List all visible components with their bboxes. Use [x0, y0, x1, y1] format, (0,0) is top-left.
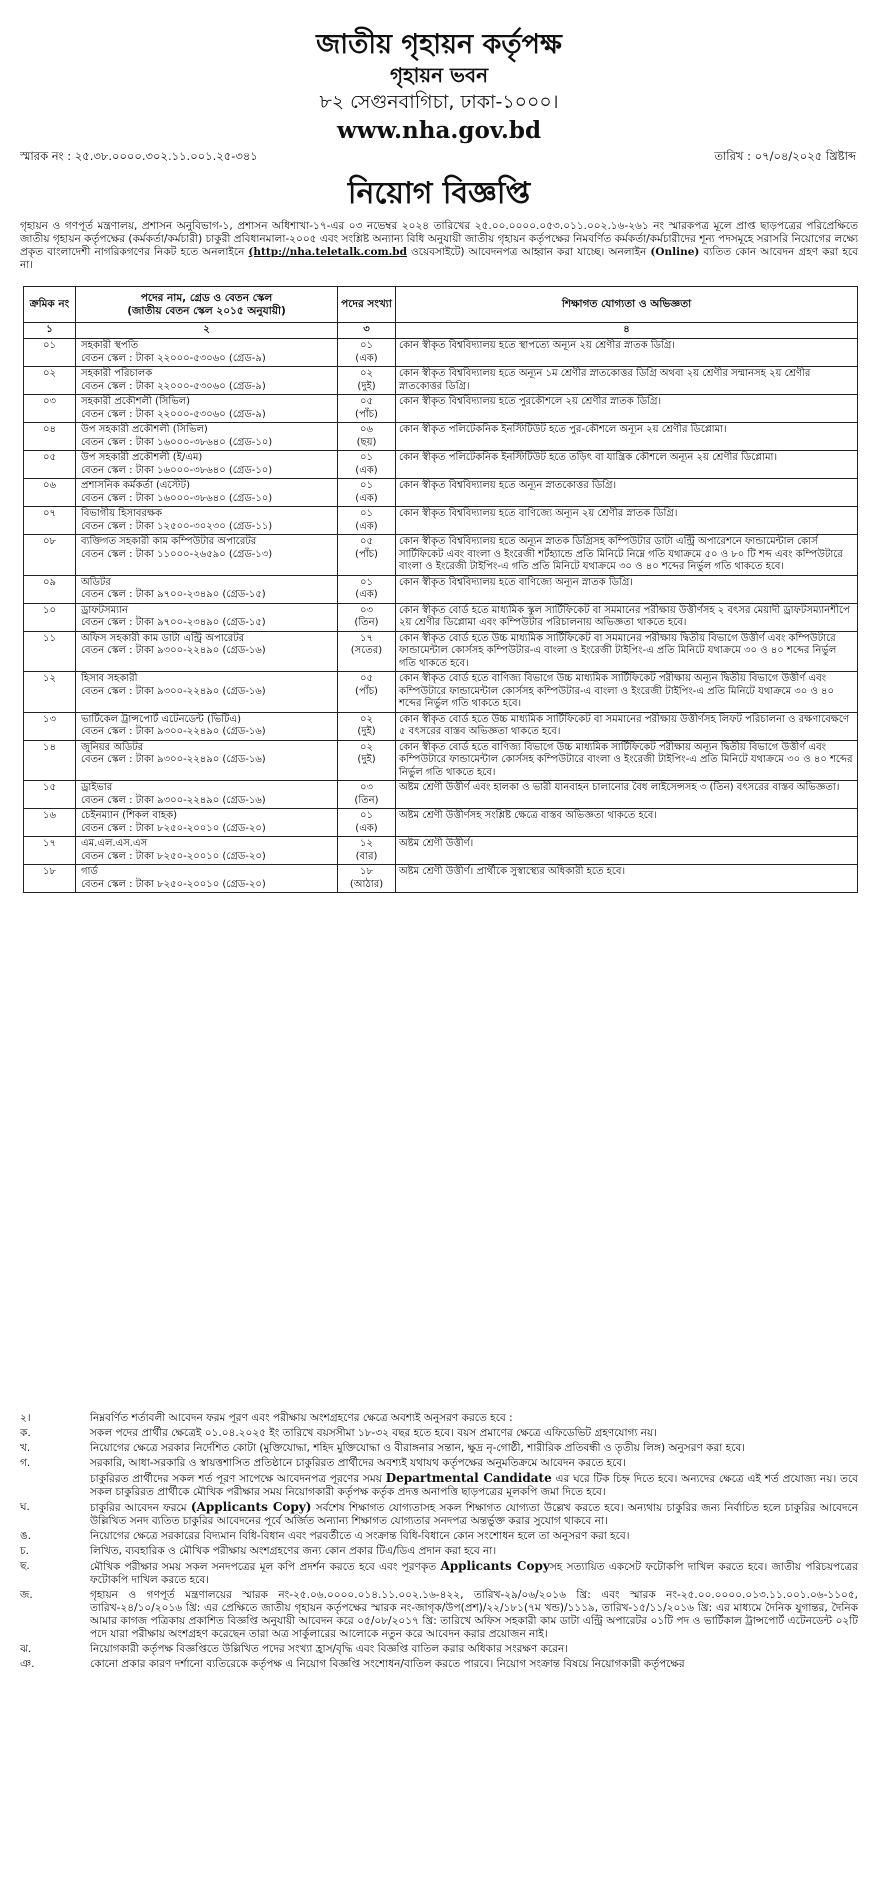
term-label: খ. [20, 1442, 31, 1454]
table-row [24, 423, 858, 451]
post-count-word: (তিন) [354, 617, 379, 628]
term-text [90, 1501, 858, 1528]
applicants-copy-label: Applicants Copy [440, 1559, 550, 1573]
row-serial: ০৩ [24, 395, 76, 423]
pay-scale: বেতন স্কেল : টাকা ৯৩০০-২২৪৯০ (গ্রেড-১৬) [81, 645, 266, 656]
row-post [76, 781, 338, 809]
terms-section [20, 1412, 858, 1673]
row-qualification: কোন স্বীকৃত বোর্ড হতে মাধ্যমিক স্কুল সার্টিফিকেট বা সমমানের পরীক্ষায় উত্তীর্ণসহ ২ বৎসর মেয়াদী ড্রাফটসম্যানশীপে ২য় শ্রেণীর ডিপ্লোমা এবং কম্পিউটার পরিচালনায় অভিজ্ঞতা থাকতে হবে। [396, 603, 858, 631]
post-name: হিসাব সহকারী [81, 673, 138, 684]
post-name: অডিটর [81, 576, 111, 588]
organization-name: জাতীয় গৃহায়ন কর্তৃপক্ষ [316, 29, 562, 60]
table-row [24, 575, 858, 603]
row-serial: ০১ [24, 339, 76, 367]
memo-ref: স্মারক নং : ২৫.৩৮.০০০০.৩০২.১১.০০১.২৫-৩৪১ [20, 149, 258, 163]
post-count-word: (তিন) [354, 794, 379, 806]
term-item [20, 1457, 858, 1470]
term-item [20, 1472, 858, 1499]
post-count-word: (এক) [355, 492, 378, 504]
post-count-word: (সতের) [350, 645, 383, 656]
row-count [338, 339, 396, 367]
row-post [76, 809, 338, 837]
notice-document [0, 0, 878, 272]
header-post-line1: পদের নাম, গ্রেড ও বেতন স্কেল [140, 292, 273, 304]
term-label: জ. [20, 1589, 33, 1601]
row-serial: ১৪ [24, 740, 76, 781]
term-text-part: চাকুরিরত প্রার্থীদের সকল শর্ত পূরণ সাপেক্ষে আবেদনপত্র পূরণের সময় [90, 1473, 386, 1485]
table-row [24, 865, 858, 893]
term-text [90, 1472, 858, 1499]
apply-url-link[interactable]: (http://nha.teletalk.com.bd [248, 246, 407, 258]
table-row [24, 740, 858, 781]
term-label: ঝ. [20, 1643, 32, 1655]
term-text-part: মৌখিক পরীক্ষার সময় সকল সনদপত্রের মূল কপি প্রদর্শন করতে হবে এবং পূরণকৃত [90, 1561, 441, 1573]
pay-scale: বেতন স্কেল : টাকা ৯৩০০-২২৪৯০ (গ্রেড-১৬) [81, 685, 266, 697]
term-text: লিখিত, ব্যবহারিক ও মৌখিক পরীক্ষায় অংশগ্রহণের জন্য কোন প্রকার টিএ/ডিএ প্রদান করা হবে না। [90, 1545, 497, 1557]
post-count: ০১ [360, 810, 373, 821]
post-count: ০১ [360, 452, 373, 463]
row-serial: ১৫ [24, 781, 76, 809]
row-qualification: কোন স্বীকৃত বোর্ড হতে উচ্চ মাধ্যমিক সার্টিফিকেট বা সমমানের পরীক্ষায় দ্বিতীয় বিভাগে উত্তীর্ণ এবং কম্পিউটারে ফান্ডামেন্টাল কোর্সসহ কম্পিউটার-এ বাংলা ও ইংরেজী টাইপিং-এ প্রতি মিনিটে যথাক্রমে ৩০ ও ৪০ শব্দের নির্ভুল গতি থাকতে হবে। [396, 631, 858, 672]
intro-paragraph [20, 220, 858, 272]
memo-row [0, 146, 878, 166]
row-serial: ১৮ [24, 865, 76, 893]
table-row [24, 535, 858, 576]
post-count: ০২ [359, 741, 373, 753]
header-post-line2: (জাতীয় বেতন স্কেল ২০১৫ অনুযায়ী) [127, 304, 286, 317]
row-serial: ১৭ [24, 837, 76, 865]
row-serial: ১০ [24, 603, 76, 631]
notice-title: নিয়োগ বিজ্ঞপ্তি [347, 176, 531, 211]
post-count-word: (এক) [355, 464, 378, 476]
post-name: উপ সহকারী প্রকৌশলী (ই/এম) [81, 452, 203, 463]
table-row [24, 339, 858, 367]
post-count-word: (পাঁচ) [355, 408, 378, 420]
header-sl: ক্রমিক নং [24, 287, 76, 323]
column-number-row [24, 323, 858, 339]
row-serial: ১১ [24, 631, 76, 672]
post-name: ভার্টিকেল ট্রান্সপোর্ট এটেনডেন্ট (ভিটিএ) [81, 713, 242, 725]
term-label [20, 1472, 90, 1499]
row-serial: ০৫ [24, 451, 76, 479]
term-text: নিম্নবর্ণিত শর্তাবলী আবেদন ফরম পূরণ এবং পরীক্ষায় অংশগ্রহণের ক্ষেত্রে অবশ্যই অনুসরণ করতে হবে : [90, 1412, 513, 1424]
term-item [20, 1658, 858, 1671]
row-count [338, 575, 396, 603]
pay-scale: বেতন স্কেল : টাকা ১৬০০০-৩৮৬৪০ (গ্রেড-১০) [81, 464, 273, 476]
row-count [338, 535, 396, 576]
post-count: ১৮ [360, 866, 373, 877]
term-item [20, 1427, 858, 1440]
post-count: ০৬ [359, 424, 373, 435]
pay-scale: বেতন স্কেল : টাকা ৯৭০০-২৩৪৯০ (গ্রেড-১৫) [81, 617, 266, 628]
post-count: ১৭ [360, 632, 373, 644]
post-name: ব্যক্তিগত সহকারী কাম কম্পিউটার অপারেটর [81, 536, 257, 547]
col-number: ১ [24, 323, 76, 339]
post-count: ০৩ [359, 782, 373, 793]
post-count: ০৩ [359, 604, 373, 616]
term-item [20, 1560, 858, 1587]
table-row [24, 367, 858, 395]
term-item [20, 1501, 858, 1528]
post-name: উপ সহকারী প্রকৌশলী (সিভিল) [81, 424, 208, 435]
row-post [76, 479, 338, 507]
departmental-candidate-label: Departmental Candidate [385, 1471, 552, 1485]
post-count-word: (দুই) [357, 380, 376, 392]
row-post [76, 603, 338, 631]
header-count: পদের সংখ্যা [338, 287, 396, 323]
term-text-part: এর ঘরে টিক চিহ্ন দিতে হবে। অন্যদের ক্ষেত্রে এই শর্ত প্রযোজ্য নয়। তবে সকল চাকুরিরত প্রার্থীকে মৌখিক পরীক্ষার সময় নিয়োগকারী কর্তৃপক্ষ কর্তৃক প্রদত্ত অনাপত্তি ছাড়পত্রের মূলকপি জমা দিতে হবে। [90, 1473, 859, 1498]
row-post [76, 507, 338, 535]
post-name: সহকারী পরিচালক [81, 368, 153, 379]
row-qualification: অষ্টম শ্রেণী উত্তীর্ণ এবং হালকা ও ভারী যানবাহন চালানোর বৈধ লাইসেন্সসহ ৩ (তিন) বৎসরের বাস্তব অভিজ্ঞতা। [396, 781, 858, 809]
term-text-part: চাকুরির আবেদন ফরমে [90, 1502, 191, 1514]
post-name: এম.এল.এস.এস [81, 838, 148, 849]
pay-scale: বেতন স্কেল : টাকা ১৬০০০-৩৮৬৪০ (গ্রেড-১০) [81, 436, 273, 448]
pay-scale: বেতন স্কেল : টাকা ১৬০০০-৩৮৬৪০ (গ্রেড-১০) [81, 492, 273, 504]
row-qualification: অষ্টম শ্রেণী উত্তীর্ণসহ সংশ্লিষ্ট ক্ষেত্রে বাস্তব অভিজ্ঞতা থাকতে হবে। [396, 809, 858, 837]
address: ৮২ সেগুনবাগিচা, ঢাকা-১০০০। [319, 91, 559, 113]
row-serial: ০৬ [24, 479, 76, 507]
intro-tail: ব্যতিত কোন আবেদন গ্রহণ করা হবে না। [20, 246, 858, 271]
row-qualification: অষ্টম শ্রেণী উত্তীর্ণ। প্রার্থীকে সুস্বাস্থ্যের অধিকারী হতে হবে। [396, 865, 858, 893]
row-qualification: কোন স্বীকৃত বিশ্ববিদ্যালয় হতে বাণিজ্যে অন্যূন স্নাতক ডিগ্রি। [396, 575, 858, 603]
col-number: ৪ [396, 323, 858, 339]
post-name: সহকারী স্থপতি [81, 340, 139, 351]
post-count: ০৫ [360, 673, 373, 684]
table-row [24, 809, 858, 837]
term-text-part: সর্বশেষ শিক্ষাগত যোগ্যতাসহ সকল শিক্ষাগত যোগ্যতা উল্লেখ করতে হবে। অন্যথায় চাকুরির জন্য নির্বাচিত হলে চাকুরির আবেদনে উল্লিখিত সনদ ব্যতিত চাকুরির আবেদনের পূর্বে অর্জিত অন্যান্য শিক্ষাগত যোগ্যতার সনদপত্র অন্তর্ভুক্ত করার সুযোগ থাকবে না। [90, 1502, 859, 1527]
term-text: গৃহায়ন ও গণপূর্ত মন্ত্রণালয়ের স্মারক নং-২৫.০৬.০০০০.০১৪.১১.০০২.১৬-৪২২, তারিখ-২৯/০৬/২০১৬ খ্রি: এবং স্মারক নং-২৫.০০.০০০০.০১৩.১১.০০১.০৬-১১০৫, তারিখ-২৪/১০/২০১৬ খ্রি: এর প্রেক্ষিতে জাতীয় গৃহায়ন কর্তৃপক্ষের স্মারক নং-জাগৃক/উপ(প্রশ)/২২/১৮১(৭ম খন্ড)/১১১৯, তারিখ-১৫/১১/২০১৬ খ্রি: এর মাধ্যমে দৈনিক যুগান্তর, দৈনিক আমার কাগজ পত্রিকায় প্রকাশিত বিজ্ঞপ্তি অনুযায়ী আবেদন করে ০৫/০৮/২০১৭ খ্রি: তারিখে অফিস সহকারী কাম ডাটা এন্ট্রি অপারেটর ০১টি পদ ও ভার্টিকাল ট্রান্সপোর্ট এটেনডেন্ট ০২টি পদে যারা পরীক্ষায় অংশগ্রহণ করেছেন তারা অত্র সার্কুলারের আলোকে নতুন করে আবেদন করার প্রয়োজন নাই। [90, 1589, 858, 1640]
row-serial: ০৪ [24, 423, 76, 451]
term-item [20, 1643, 858, 1656]
term-label: ২। [20, 1412, 31, 1424]
term-text: কোনো প্রকার কারণ দর্শানো ব্যতিরেকে কর্তৃপক্ষ এ নিয়োগ বিজ্ঞপ্তি সংশোধন/বাতিল করতে পারবে। নিয়োগ সংক্রান্ত বিষয়ে নিয়োগকারী কর্তৃপক্ষের [90, 1658, 685, 1670]
row-qualification: অষ্টম শ্রেণী উত্তীর্ণ। [396, 837, 858, 865]
post-count-word: (এক) [355, 520, 378, 532]
row-qualification: কোন স্বীকৃত বিশ্ববিদ্যালয় হতে অন্যূন ১ম শ্রেণীর স্নাতকোত্তর ডিগ্রি অথবা ২য় শ্রেণীর সম্মানসহ ২য় শ্রেণীর স্নাতকোত্তর ডিগ্রি। [396, 367, 858, 395]
post-count-word: (বার) [355, 850, 378, 862]
building-name: গৃহায়ন ভবন [389, 63, 489, 87]
pay-scale: বেতন স্কেল : টাকা ৮২৫০-২০০১০ (গ্রেড-২০) [81, 878, 266, 890]
row-post [76, 451, 338, 479]
intro-online: (Online) [650, 246, 700, 258]
post-name: ড্রাইভার [81, 782, 113, 793]
row-qualification: কোন স্বীকৃত বিশ্ববিদ্যালয় হতে বাণিজ্যে অন্যূন ২য় শ্রেণীর স্নাতক ডিগ্রি। [396, 507, 858, 535]
term-text: নিয়োগকারী কর্তৃপক্ষ বিজ্ঞপ্তিতে উল্লিখিত পদের সংখ্যা হ্রাস/বৃদ্ধি এবং বিজ্ঞপ্তি বাতিল করার অধিকার সংরক্ষণ করেন। [90, 1643, 568, 1655]
pay-scale: বেতন স্কেল : টাকা ৯৩০০-২২৪৯০ (গ্রেড-১৬) [81, 754, 266, 765]
term-text [90, 1560, 858, 1587]
term-item [20, 1589, 858, 1641]
row-count [338, 367, 396, 395]
row-count [338, 395, 396, 423]
term-item [20, 1412, 858, 1425]
post-count: ০২ [359, 368, 373, 379]
posts-table-body [24, 339, 858, 893]
term-label: ছ. [20, 1560, 30, 1572]
table-row [24, 451, 858, 479]
post-name: বিভাগীয় হিসাবরক্ষক [81, 508, 163, 519]
row-count [338, 712, 396, 740]
pay-scale: বেতন স্কেল : টাকা ৯৩০০-২২৪৯০ (গ্রেড-১৬) [81, 794, 266, 806]
post-name: গার্ড [81, 866, 98, 877]
term-label: চ. [20, 1545, 30, 1557]
post-count-word: (পাঁচ) [355, 685, 378, 697]
row-count [338, 837, 396, 865]
term-label: ক. [20, 1427, 31, 1439]
row-count [338, 507, 396, 535]
row-post [76, 865, 338, 893]
post-count-word: (পাঁচ) [355, 548, 378, 560]
post-count-word: (ছয়) [356, 436, 377, 448]
row-qualification: কোন স্বীকৃত বোর্ড হতে বাণিজ্য বিভাগে উচ্চ মাধ্যমিক সার্টিফিকেট পরীক্ষায় অন্যূন দ্বিতীয় বিভাগে উত্তীর্ণ এবং কম্পিউটারে ফান্ডামেন্টাল কোর্সসহ কম্পিউটারে বাংলা ও ইংরেজী টাইপিং-এ প্রতি মিনিটে যথাক্রমে ৩০ ও ৪০ শব্দের নির্ভুল গতি থাকতে হবে। [396, 740, 858, 781]
post-count: ০৫ [360, 536, 373, 547]
table-row [24, 507, 858, 535]
posts-table [23, 286, 858, 893]
post-name: অফিস সহকারী কাম ডাটা এন্ট্রি অপারেটর [81, 632, 245, 644]
pay-scale: বেতন স্কেল : টাকা ৯৩০০-২২৪৯০ (গ্রেড-১৬) [81, 726, 266, 737]
website-link[interactable]: www.nha.gov.bd [336, 117, 542, 144]
row-post [76, 712, 338, 740]
table-row [24, 479, 858, 507]
term-item [20, 1442, 858, 1455]
term-text: নিয়োগের ক্ষেত্রে সরকারের বিদ্যমান বিধি-বিধান এবং পরবর্তীতে এ সংক্রান্ত বিধি-বিধানে কোন সংশোধন হলে তা অনুসরণ করা হবে। [90, 1530, 630, 1542]
intro-after-url: ওয়েবসাইটে) আবেদনপত্র আহ্বান করা যাচ্ছে। অনলাইন [406, 246, 651, 258]
post-count: ০৫ [360, 396, 373, 407]
row-count [338, 603, 396, 631]
row-post [76, 631, 338, 672]
term-label: গ. [20, 1457, 31, 1469]
post-count-word: (এক) [355, 822, 378, 834]
row-serial: ০৯ [24, 575, 76, 603]
post-count: ০১ [360, 576, 373, 588]
table-row [24, 395, 858, 423]
row-count [338, 809, 396, 837]
row-post [76, 672, 338, 713]
row-count [338, 740, 396, 781]
row-post [76, 740, 338, 781]
post-name: সহকারী প্রকৌশলী (সিভিল) [81, 396, 191, 407]
post-count: ০১ [360, 340, 373, 351]
letterhead [0, 28, 878, 146]
post-count: ০২ [359, 713, 373, 725]
pay-scale: বেতন স্কেল : টাকা ৯৭০০-২৩৪৯০ (গ্রেড-১৫) [81, 589, 266, 600]
term-label: ঙ. [20, 1530, 32, 1542]
post-count-word: (আঠার) [349, 878, 384, 890]
term-text: নিয়োগের ক্ষেত্রে সরকার নির্দেশিত কোটা (মুক্তিযোদ্ধা, শহিদ মুক্তিযোদ্ধা ও বীরাঙ্গনার সন্তান, ক্ষুদ্র নৃ-গোষ্ঠী, শারীরিক প্রতিবন্ধী ও তৃতীয় লিঙ্গ) অনুসরণ করা হবে। [90, 1442, 746, 1454]
col-number: ২ [76, 323, 338, 339]
term-label: ঘ. [20, 1501, 30, 1513]
term-item [20, 1530, 858, 1543]
row-post [76, 367, 338, 395]
post-name: প্রশাসনিক কর্মকর্তা (এস্টেট) [81, 480, 190, 491]
post-count: ০১ [360, 508, 373, 519]
pay-scale: বেতন স্কেল : টাকা ২২০০০-৫৩০৬০ (গ্রেড-৯) [81, 352, 266, 364]
post-count-word: (দুই) [357, 726, 376, 737]
row-count [338, 781, 396, 809]
row-count [338, 631, 396, 672]
table-row [24, 837, 858, 865]
post-count-word: (এক) [355, 589, 378, 600]
post-count-word: (দুই) [357, 754, 376, 765]
table-row [24, 631, 858, 672]
table-row [24, 603, 858, 631]
row-serial: ১৬ [24, 809, 76, 837]
table-header-row [24, 287, 858, 323]
memo-date: তারিখ : ০৭/০৪/২০২৫ খ্রিষ্টাব্দ [714, 149, 856, 163]
row-post [76, 423, 338, 451]
term-item [20, 1545, 858, 1558]
row-serial: ০৮ [24, 535, 76, 576]
row-serial: ১৩ [24, 712, 76, 740]
pay-scale: বেতন স্কেল : টাকা ২২০০০-৫৩০৬০ (গ্রেড-৯) [81, 380, 266, 392]
row-count [338, 451, 396, 479]
row-qualification: কোন স্বীকৃত বিশ্ববিদ্যালয় হতে পুরকৌশলে ২য় শ্রেণীর স্নাতক ডিগ্রি। [396, 395, 858, 423]
row-post [76, 395, 338, 423]
row-qualification: কোন স্বীকৃত বিশ্ববিদ্যালয় হতে অন্যূন স্নাতক ডিগ্রিসহ কম্পিউটার ডাটা এন্ট্রি অপারেশনে ফান্ডামেন্টাল কোর্স সার্টিফিকেট এবং বাংলা ও ইংরেজী শর্টহ্যান্ডে প্রতি মিনিটে নিম্নে গতি যথাক্রমে ৫০ ও ৮০ টি শব্দ এবং কম্পিউটারে বাংলা ও ইংরেজী টাইপিং-এ গতি প্রতি মিনিটে যথাক্রমে ৩০ ও ৪০ শব্দের নির্ভুল গতি থাকতে হবে। [396, 535, 858, 576]
row-count [338, 479, 396, 507]
post-count-word: (এক) [355, 352, 378, 364]
header-post [76, 287, 338, 323]
row-post [76, 837, 338, 865]
row-qualification: কোন স্বীকৃত পলিটেকনিক ইনস্টিটিউট হতে তড়িৎ বা যান্ত্রিক কৌশলে অন্যূন ২য় শ্রেণীর ডিপ্লোমা। [396, 451, 858, 479]
col-number: ৩ [338, 323, 396, 339]
pay-scale: বেতন স্কেল : টাকা ৮২৫০-২০০১০ (গ্রেড-২০) [81, 850, 266, 862]
table-row [24, 712, 858, 740]
row-post [76, 535, 338, 576]
post-count: ০১ [360, 480, 373, 491]
row-qualification: কোন স্বীকৃত পলিটেকনিক ইনস্টিটিউট হতে পুর-কৌশলে অন্যূন ২য় শ্রেণীর ডিপ্লোমা। [396, 423, 858, 451]
row-count [338, 865, 396, 893]
intro-text: গৃহায়ন ও গণপূর্ত মন্ত্রণালয়, প্রশাসন অনুবিভাগ-১, প্রশাসন অধিশাখা-১৭-এর ০৩ নভেম্বর ২০২৪ তারিখের ২৫.০০.০০০০.০৫৩.০১১.০০২.১৬-২৬১ নং স্মারকপত্র মূলে প্রাপ্ত ছাড়পত্রের পরিপ্রেক্ষিতে জাতীয় গৃহায়ন কর্তৃপক্ষের (কর্মকর্তা/কর্মচারী) চাকুরী প্রবিধানমালা-২০০৫ এবং সংশ্লিষ্ট অন্যান্য বিধি অনুযায়ী জাতীয় গৃহায়ন কর্তৃপক্ষের নিমবর্ণিত কর্মকর্তা/কর্মচারীদের শূন্য পদসমূহে সরাসরি নিয়োগের লক্ষ্যে প্রকৃত বাংলাদেশী নাগরিকগণের নিকট হতে অনলাইনে [20, 220, 858, 258]
row-post [76, 575, 338, 603]
row-qualification: কোন স্বীকৃত বিশ্ববিদ্যালয় হতে স্থাপত্যে অন্যূন ২য় শ্রেণীর স্নাতক ডিগ্রি। [396, 339, 858, 367]
row-qualification: কোন স্বীকৃত বোর্ড হতে বাণিজ্য বিভাগে উচ্চ মাধ্যমিক সার্টিফিকেট পরীক্ষায় অন্যূন দ্বিতীয় বিভাগে উত্তীর্ণ এবং কম্পিউটারে ফান্ডামেন্টাল কোর্সসহ কম্পিউটার-এ বাংলা ও ইংরেজী টাইপিং-এ প্রতি মিনিটে যথাক্রমে ৩০ ও ৪০ শব্দের নির্ভুল গতি থাকতে হবে। [396, 672, 858, 713]
pay-scale: বেতন স্কেল : টাকা ১২৫০০-৩০২৩০ (গ্রেড-১১) [81, 520, 273, 532]
post-name: ড্রাফটসম্যান [81, 604, 128, 616]
term-text: সরকারি, আধা-সরকারি ও স্বায়ত্তশাসিত প্রতিষ্ঠানে চাকুরিরত প্রার্থীদের অবশ্যই যথাযথ কর্তৃপক্ষের অনুমতিক্রমে আবেদন করতে হবে। [90, 1457, 626, 1469]
post-name: জুনিয়র অডিটর [81, 741, 144, 753]
row-count [338, 672, 396, 713]
row-post [76, 339, 338, 367]
term-text: সকল পদের প্রার্থীর ক্ষেত্রেই ০১.০৪.২০২৫ ইং তারিখে বয়সসীমা ১৮-৩২ বছর হতে হবে। বয়স প্রমাণের ক্ষেত্রে এফিডেভিট গ্রহণযোগ্য নয়। [90, 1427, 657, 1439]
header-qualification: শিক্ষাগত যোগ্যতা ও অভিজ্ঞতা [396, 287, 858, 323]
row-serial: ১২ [24, 672, 76, 713]
row-qualification: কোন স্বীকৃত বিশ্ববিদ্যালয় হতে অন্যূন স্নাতকোত্তর ডিগ্রি। [396, 479, 858, 507]
applicants-copy-label: (Applicants Copy) [190, 1500, 312, 1514]
pay-scale: বেতন স্কেল : টাকা ২২০০০-৫৩০৬০ (গ্রেড-৯) [81, 408, 266, 420]
row-serial: ০২ [24, 367, 76, 395]
pay-scale: বেতন স্কেল : টাকা ১১০০০-২৬৫৯০ (গ্রেড-১৩) [81, 548, 273, 560]
pay-scale: বেতন স্কেল : টাকা ৮২৫০-২০০১০ (গ্রেড-২০) [81, 822, 266, 834]
table-row [24, 672, 858, 713]
post-count: ১২ [360, 838, 373, 849]
post-name: চেইনম্যান (শিকল বাহক) [81, 810, 178, 821]
term-label: ঞ. [20, 1658, 35, 1670]
row-serial: ০৭ [24, 507, 76, 535]
row-count [338, 423, 396, 451]
row-qualification: কোন স্বীকৃত বোর্ড হতে উচ্চ মাধ্যমিক সার্টিফিকেট বা সমমানের পরীক্ষায় উত্তীর্ণসহ লিফট পরিচালনা ও রক্ষণাবেক্ষণে ৫ বৎসরের বাস্তব অভিজ্ঞতা থাকতে হবে। [396, 712, 858, 740]
term-text-part: সহ সত্যায়িত একসেট ফটোকপি দাখিল করতে হবে। জাতীয় পরিচয়পত্রের ফটোকপি দাখিল করতে হবে। [90, 1561, 858, 1586]
table-row [24, 781, 858, 809]
